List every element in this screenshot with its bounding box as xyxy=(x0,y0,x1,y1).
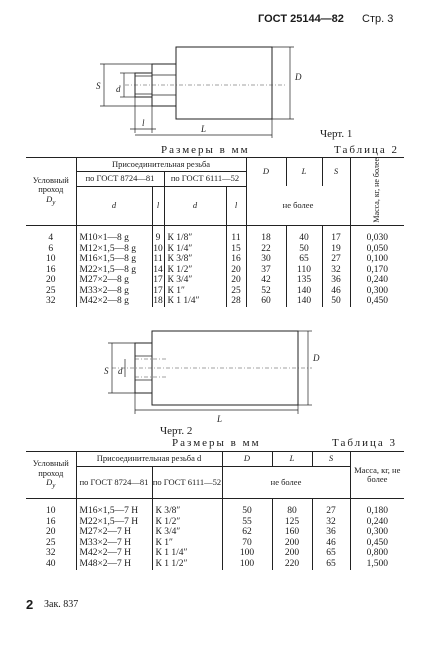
table2-cell-dy: 6 xyxy=(48,243,54,254)
table3-cell-d1: М16×1,5—7 Н xyxy=(76,499,152,517)
table2-cell-l2: 28 xyxy=(226,296,246,307)
table3-row xyxy=(26,538,404,549)
table2-cell-l1: 17 xyxy=(153,275,163,286)
col-l-metric: l xyxy=(152,186,164,225)
standard-number: ГОСТ 25144—82 xyxy=(258,13,344,25)
table2-row xyxy=(26,244,404,255)
nominal-bore-label: Условный проход xyxy=(32,174,69,195)
table3-cell-d2: К 1/2″ xyxy=(152,517,222,528)
table2-cell-l2: 16 xyxy=(226,254,246,265)
figure2-caption: Черт. 2 xyxy=(160,425,193,437)
section1-title: Размеры в мм xyxy=(161,144,250,156)
gost-6111-header-3: по ГОСТ 6111—52 xyxy=(152,467,222,499)
table2-cell-dy: 10 xyxy=(46,254,56,265)
table3-cell-dy: 16 xyxy=(46,516,56,527)
table2-cell-l2: 11 xyxy=(226,225,246,243)
table3-cell-L: 80 xyxy=(272,499,312,517)
max-note-3: не более xyxy=(222,467,350,499)
page-number: 2 xyxy=(26,597,34,612)
label-S-2: S xyxy=(104,366,109,376)
table3-cell-dy: 40 xyxy=(46,558,56,569)
table3-cell-m: 0,240 xyxy=(350,517,404,528)
table2-cell-l2: 20 xyxy=(226,265,246,276)
table2-cell-m: 0,300 xyxy=(350,286,404,297)
table2-cell-S: 17 xyxy=(322,225,350,243)
table2-row xyxy=(26,286,404,297)
col-nominal-bore-3 xyxy=(26,452,76,499)
table2-cell-l1: 10 xyxy=(153,243,163,254)
col-l-conic: l xyxy=(226,186,246,225)
table2-cell-l1: 18 xyxy=(153,296,163,307)
label-D: D xyxy=(295,72,302,82)
col-mass xyxy=(350,158,404,226)
table2-cell-d1: М42×2—8 g xyxy=(76,296,152,307)
table3-cell-L: 200 xyxy=(272,538,312,549)
table3-cell-dy: 20 xyxy=(46,527,56,538)
col-D-3: D xyxy=(222,452,272,467)
table3-cell-d1: М33×2—7 Н xyxy=(76,538,152,549)
table2-cell-D: 30 xyxy=(246,254,286,265)
page-label: Стр. 3 xyxy=(362,13,394,25)
table2-cell-d2: К 1/8″ xyxy=(164,225,226,243)
table2-cell-S: 36 xyxy=(322,275,350,286)
label-S: S xyxy=(96,81,101,91)
table3-cell-dy: 32 xyxy=(46,548,56,559)
table2-row xyxy=(26,265,404,276)
col-L-3: L xyxy=(272,452,312,467)
table2-cell-m: 0,100 xyxy=(350,254,404,265)
table2-cell-d2: К 3/4″ xyxy=(164,275,226,286)
table3-cell-S: 65 xyxy=(312,559,350,570)
table2-cell-L: 110 xyxy=(286,265,322,276)
table3-cell-D: 100 xyxy=(222,548,272,559)
table2-cell-D: 37 xyxy=(246,265,286,276)
table2-cell-d1: М33×2—8 g xyxy=(76,286,152,297)
nominal-bore-label-3: Условный проход xyxy=(32,458,69,478)
table2-cell-m: 0,050 xyxy=(350,244,404,255)
table2-cell-m: 0,240 xyxy=(350,275,404,286)
table2-cell-d1: М22×1,5—8 g xyxy=(76,265,152,276)
table3-cell-d2: К 1 1/2″ xyxy=(152,559,222,570)
table2-cell-D: 60 xyxy=(246,296,286,307)
table2-cell-S: 50 xyxy=(322,296,350,307)
table3-cell-d2: К 1″ xyxy=(152,538,222,549)
table2-cell-d1: М16×1,5—8 g xyxy=(76,254,152,265)
table2-cell-D: 52 xyxy=(246,286,286,297)
table2-cell-d2: К 1/2″ xyxy=(164,265,226,276)
col-d-conic: d xyxy=(164,186,226,225)
col-L: L xyxy=(286,158,322,187)
table2-cell-l2: 15 xyxy=(226,244,246,255)
label-d: d xyxy=(116,84,121,94)
table2-cell-dy: 20 xyxy=(46,275,56,286)
table3-cell-m: 1,500 xyxy=(350,559,404,570)
col-S-3: S xyxy=(312,452,350,467)
table3-cell-dy: 10 xyxy=(46,506,56,516)
table2-cell-d2: К 1 1/4″ xyxy=(164,296,226,307)
table2-cell-m: 0,450 xyxy=(350,296,404,307)
table3-cell-d1: М48×2—7 Н xyxy=(76,559,152,570)
col-mass-3: Масса, кг, не более xyxy=(350,452,404,499)
table2-cell-l2: 20 xyxy=(226,275,246,286)
table2-cell-L: 140 xyxy=(286,286,322,297)
table2-cell-S: 32 xyxy=(322,265,350,276)
table3-cell-m: 0,300 xyxy=(350,527,404,538)
nominal-bore-symbol-3: D xyxy=(46,477,53,488)
table3-cell-m: 0,800 xyxy=(350,548,404,559)
table2-cell-d1: М10×1—8 g xyxy=(76,225,152,243)
print-order: Зак. 837 xyxy=(44,599,79,610)
table3-label: Таблица 3 xyxy=(332,437,398,449)
gost-6111-header: по ГОСТ 6111—52 xyxy=(164,172,246,186)
section2-title: Размеры в мм xyxy=(172,437,261,449)
table2-label: Таблица 2 xyxy=(334,144,400,156)
nominal-bore-subscript-3: у xyxy=(52,481,56,490)
table2-cell-l1: 9 xyxy=(152,225,164,243)
table2-row xyxy=(26,225,404,243)
table2-cell-S: 19 xyxy=(322,244,350,255)
mass-label: Масса, кг, не более xyxy=(372,158,382,223)
nominal-bore-subscript: у xyxy=(52,198,56,207)
table-2 xyxy=(26,157,404,307)
col-nominal-bore xyxy=(26,158,76,226)
table2-cell-L: 135 xyxy=(286,275,322,286)
table3-cell-d2: К 3/4″ xyxy=(152,527,222,538)
table2-cell-D: 42 xyxy=(246,275,286,286)
table3-cell-d1: М42×2—7 Н xyxy=(76,548,152,559)
table3-row xyxy=(26,527,404,538)
table2-cell-dy: 4 xyxy=(48,232,54,243)
table2-cell-L: 140 xyxy=(286,296,322,307)
thread-group-header: Присоединительная резьба xyxy=(76,158,246,172)
table2-cell-d2: К 3/8″ xyxy=(164,254,226,265)
table2-cell-S: 46 xyxy=(322,286,350,297)
table2-cell-D: 18 xyxy=(246,225,286,243)
table2-row xyxy=(26,275,404,286)
table3-cell-L: 160 xyxy=(272,527,312,538)
table2-cell-d1: М27×2—8 g xyxy=(76,275,152,286)
table3-row xyxy=(26,499,404,517)
table3-cell-L: 125 xyxy=(272,517,312,528)
table3-cell-L: 200 xyxy=(272,548,312,559)
table3-cell-S: 36 xyxy=(312,527,350,538)
table3-cell-D: 50 xyxy=(222,499,272,517)
gost-8724-header-3: по ГОСТ 8724—81 xyxy=(76,467,152,499)
label-L: L xyxy=(201,124,207,134)
table2-cell-l2: 25 xyxy=(226,286,246,297)
table2-row xyxy=(26,254,404,265)
max-note: не более xyxy=(246,186,350,225)
table2-cell-L: 40 xyxy=(286,225,322,243)
table3-cell-S: 65 xyxy=(312,548,350,559)
table2-cell-d1: М12×1,5—8 g xyxy=(76,244,152,255)
table2-cell-L: 50 xyxy=(286,244,322,255)
table2-cell-D: 22 xyxy=(246,244,286,255)
table2-cell-dy: 25 xyxy=(46,285,56,296)
table3-cell-S: 46 xyxy=(312,538,350,549)
table3-cell-D: 62 xyxy=(222,527,272,538)
table3-cell-dy: 25 xyxy=(46,537,56,548)
table3-cell-m: 0,450 xyxy=(350,538,404,549)
table3-cell-S: 27 xyxy=(312,499,350,517)
table3-cell-L: 220 xyxy=(272,559,312,570)
table2-cell-dy: 16 xyxy=(46,264,56,275)
table2-cell-S: 27 xyxy=(322,254,350,265)
table3-cell-d2: К 1 1/4″ xyxy=(152,548,222,559)
table2-cell-dy: 32 xyxy=(46,296,56,307)
table3-cell-D: 100 xyxy=(222,559,272,570)
col-D: D xyxy=(246,158,286,187)
table2-cell-d2: К 1″ xyxy=(164,286,226,297)
label-l: l xyxy=(142,118,145,128)
table3-cell-S: 32 xyxy=(312,517,350,528)
label-d-2: d xyxy=(118,366,123,376)
table2-cell-l1: 14 xyxy=(153,264,163,275)
col-d-metric: d xyxy=(76,186,152,225)
figure1-caption: Черт. 1 xyxy=(320,128,353,140)
label-D-2: D xyxy=(313,353,320,363)
col-S: S xyxy=(322,158,350,187)
table2-cell-d2: К 1/4″ xyxy=(164,244,226,255)
table3-row xyxy=(26,517,404,528)
table3-cell-d1: М22×1,5—7 Н xyxy=(76,517,152,528)
table2-cell-L: 65 xyxy=(286,254,322,265)
table3-row xyxy=(26,559,404,570)
table2-cell-m: 0,030 xyxy=(350,225,404,243)
table3-cell-d1: М27×2—7 Н xyxy=(76,527,152,538)
table2-row xyxy=(26,296,404,307)
nominal-bore-symbol: D xyxy=(46,193,53,204)
table-3 xyxy=(26,451,404,570)
table3-cell-D: 70 xyxy=(222,538,272,549)
gost-8724-header: по ГОСТ 8724—81 xyxy=(76,172,164,186)
table2-cell-m: 0,170 xyxy=(350,265,404,276)
table2-cell-l1: 11 xyxy=(153,254,163,265)
table2-cell-l1: 17 xyxy=(153,285,163,296)
table3-cell-m: 0,180 xyxy=(350,499,404,517)
label-L-2: L xyxy=(217,414,223,424)
table3-cell-d2: К 3/8″ xyxy=(152,499,222,517)
table3-cell-D: 55 xyxy=(222,517,272,528)
table3-row xyxy=(26,548,404,559)
drawing-fitting-2 xyxy=(0,316,431,436)
thread-group-header-3: Присоединительная резьба d xyxy=(76,452,222,467)
